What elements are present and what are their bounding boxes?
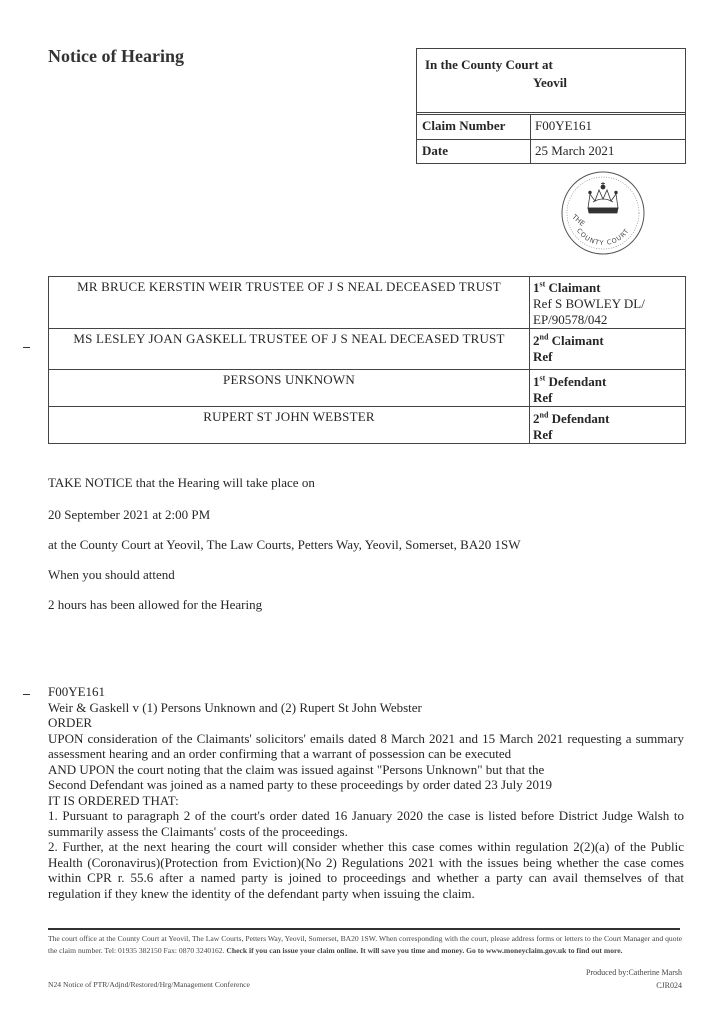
party-row bbox=[49, 407, 686, 443]
order-and-upon-line-1: AND UPON the court noting that the claim was issued against "Persons Unknown" but that the bbox=[48, 761, 545, 777]
footer-divider bbox=[48, 928, 680, 930]
court-seal-icon bbox=[560, 170, 646, 256]
party-ref: Ref bbox=[533, 426, 553, 442]
party-ordinal: nd bbox=[539, 410, 549, 420]
party-role-cell bbox=[530, 407, 686, 443]
party-name: PERSONS UNKNOWN bbox=[49, 370, 530, 407]
seal-text-top: THE bbox=[570, 212, 587, 229]
court-details-box bbox=[416, 48, 686, 164]
date-label: Date bbox=[417, 140, 531, 163]
seal-text-bottom: COUNTY COURT bbox=[574, 226, 632, 248]
court-heading-label: In the County Court at bbox=[425, 57, 553, 72]
margin-mark bbox=[23, 694, 30, 695]
party-number: 2 bbox=[533, 332, 540, 348]
footer-court-office bbox=[48, 933, 682, 957]
party-role-cell bbox=[530, 277, 686, 329]
footer-form-reference: N24 Notice of PTR/Adjnd/Restored/Hrg/Management Conference bbox=[48, 980, 250, 989]
party-number: 2 bbox=[533, 410, 540, 426]
party-row bbox=[49, 329, 686, 370]
party-ordinal: st bbox=[539, 280, 546, 289]
party-ref: Ref bbox=[533, 348, 553, 364]
party-number: 1 bbox=[533, 280, 540, 296]
party-row bbox=[49, 370, 686, 407]
party-ref: Ref bbox=[533, 389, 553, 405]
party-role: Defendant bbox=[548, 373, 607, 389]
claim-number-value: F00YE161 bbox=[535, 118, 593, 133]
order-paragraph-1: 1. Pursuant to paragraph 2 of the court's order dated 16 January 2020 the case is listed before District Judge Walsh to summarily assess the Claimants' costs of the proceedings. bbox=[48, 808, 684, 839]
party-name: RUPERT ST JOHN WEBSTER bbox=[49, 407, 530, 443]
order-paragraph-2: 2. Further, at the next hearing the court will consider whether this case comes within regulation 2(2)(a) of the Public Health (Coronavirus)(Protection from Eviction)(No 2) Regulations 2021 with the issues being whether the case comes within CPR r. 55.6 after a named party is joined to proceedings and whether a party can avail themselves of that regulation if they knew the identity of the defendant party when issuing the claim. bbox=[48, 839, 684, 901]
footer-office-text: The court office at the County Court at Yeovil, The Law Courts, Petters Way, Yeovil, Somerset, BA20 1SW. When corresponding with the court, please address forms or letters to the Court Manager and quote the claim number. Tel: 01935 382150 Fax: 0870 3240162. bbox=[48, 934, 682, 955]
claim-number-label: Claim Number bbox=[417, 115, 531, 139]
party-role: Claimant bbox=[551, 332, 604, 348]
claim-number-row bbox=[417, 115, 685, 139]
party-ordinal: nd bbox=[539, 332, 549, 342]
party-name: MR BRUCE KERSTIN WEIR TRUSTEE OF J S NEAL DECEASED TRUST bbox=[49, 277, 530, 329]
order-and-upon-line-2: Second Defendant was joined as a named party to these proceedings by order dated 23 July 2019 bbox=[48, 777, 552, 792]
order-case-title: Weir & Gaskell v (1) Persons Unknown and (2) Rupert St John Webster bbox=[48, 699, 422, 715]
order-ordered-heading: IT IS ORDERED THAT: bbox=[48, 792, 179, 808]
crown-icon bbox=[588, 182, 618, 213]
order-upon: UPON consideration of the Claimants' solicitors' emails dated 8 March 2021 and 15 March 2021 requesting a summary assessment hearing and an order confirming that a warrant of possession can be executed bbox=[48, 730, 684, 761]
party-ref: Ref S BOWLEY DL/ bbox=[533, 296, 645, 312]
date-row bbox=[417, 139, 685, 163]
court-heading bbox=[417, 49, 685, 113]
party-row bbox=[49, 277, 686, 329]
hearing-datetime: 20 September 2021 at 2:00 PM bbox=[48, 507, 211, 522]
margin-mark bbox=[23, 347, 30, 348]
footer-form-code: CJR024 bbox=[656, 981, 682, 990]
party-role-cell bbox=[530, 329, 686, 370]
hearing-duration: 2 hours has been allowed for the Hearing bbox=[48, 597, 263, 612]
parties-table bbox=[48, 276, 686, 444]
hearing-venue: at the County Court at Yeovil, The Law Courts, Petters Way, Yeovil, Somerset, BA20 1SW bbox=[48, 537, 521, 552]
svg-text:COUNTY COURT bbox=[575, 227, 631, 247]
party-ref-continued: EP/90578/042 bbox=[533, 312, 608, 328]
footer-produced-block bbox=[586, 966, 682, 992]
order-heading: ORDER bbox=[48, 715, 93, 730]
party-number: 1 bbox=[533, 373, 540, 389]
party-role: Claimant bbox=[548, 280, 601, 296]
party-ordinal: st bbox=[539, 373, 546, 383]
attendance-text: When you should attend bbox=[48, 567, 175, 582]
party-role: Defendant bbox=[551, 410, 610, 426]
party-role-cell bbox=[530, 370, 686, 407]
order-claim-ref: F00YE161 bbox=[48, 684, 106, 699]
order-section bbox=[48, 684, 684, 901]
document-title: Notice of Hearing bbox=[48, 46, 184, 66]
footer-produced-by: Produced by:Catherine Marsh bbox=[586, 968, 682, 977]
footer-online-text: Check if you can issue your claim online. It will save you time and money. Go to www.moneyclaim.gov.uk to find out more. bbox=[226, 946, 623, 955]
party-name: MS LESLEY JOAN GASKELL TRUSTEE OF J S NEAL DECEASED TRUST bbox=[49, 329, 530, 370]
date-value: 25 March 2021 bbox=[535, 143, 615, 158]
court-name: Yeovil bbox=[533, 75, 567, 90]
take-notice-text: TAKE NOTICE that the Hearing will take place on bbox=[48, 475, 315, 490]
